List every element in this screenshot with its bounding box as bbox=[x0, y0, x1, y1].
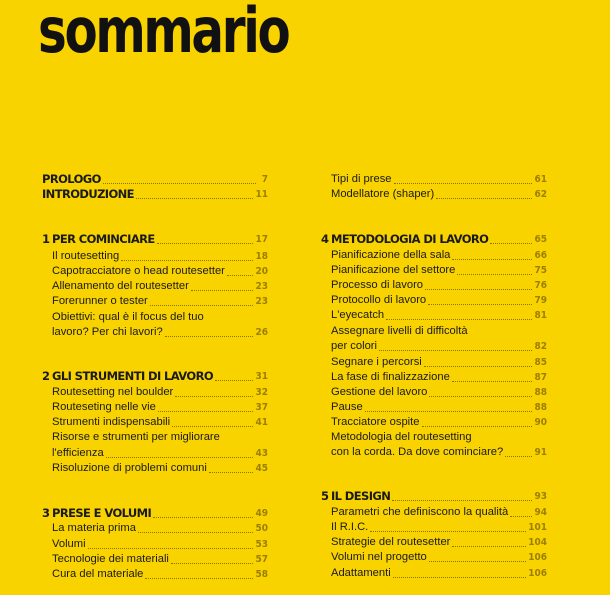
dot-leader bbox=[106, 457, 254, 458]
dot-leader bbox=[436, 198, 532, 199]
page-number: 37 bbox=[255, 402, 268, 413]
page-number: 79 bbox=[534, 295, 547, 306]
dot-leader bbox=[429, 561, 526, 562]
dot-leader bbox=[157, 243, 254, 244]
entry-text: Protocollo di lavoro bbox=[331, 294, 427, 306]
entry-title bbox=[42, 537, 86, 552]
page-number: 18 bbox=[255, 251, 268, 262]
page-number: 88 bbox=[534, 387, 547, 398]
entry-text: METODOLOGIA DI LAVORO bbox=[331, 232, 489, 246]
entry-title bbox=[321, 400, 363, 415]
entry-text: Gestione del lavoro bbox=[331, 386, 428, 398]
page-number: 81 bbox=[534, 310, 547, 321]
toc-entry-row bbox=[42, 385, 268, 400]
entry-text: Capotracciatore o head routesetter bbox=[52, 265, 225, 277]
toc-chapter-row bbox=[42, 187, 268, 202]
dot-leader bbox=[379, 350, 532, 351]
page-number: 61 bbox=[534, 174, 547, 185]
entry-title bbox=[321, 187, 434, 202]
page-number: 32 bbox=[255, 387, 268, 398]
dot-leader bbox=[452, 381, 533, 382]
toc-entry-row bbox=[42, 400, 268, 415]
toc-entry-row bbox=[321, 248, 547, 263]
toc-entry-row bbox=[42, 567, 268, 582]
page-number: 45 bbox=[255, 463, 268, 474]
entry-title bbox=[42, 430, 220, 445]
toc-entry-row bbox=[42, 325, 268, 340]
toc-entry-row bbox=[321, 520, 547, 535]
entry-text: Processo di lavoro bbox=[331, 279, 424, 291]
dot-leader bbox=[88, 548, 254, 549]
entry-title bbox=[321, 324, 468, 339]
entry-text: Parametri che definiscono la qualità bbox=[331, 506, 509, 518]
entry-title bbox=[42, 567, 143, 582]
dot-leader bbox=[510, 516, 532, 517]
entry-text: Pianificazione della sala bbox=[331, 249, 451, 261]
dot-leader bbox=[138, 532, 254, 533]
chapter-title bbox=[42, 232, 155, 247]
dot-leader bbox=[425, 289, 532, 290]
entry-title bbox=[321, 415, 420, 430]
page-number: 53 bbox=[255, 539, 268, 550]
page-number: 90 bbox=[534, 417, 547, 428]
chapter-number: 3 bbox=[42, 506, 50, 520]
toc-entry-row bbox=[321, 339, 547, 354]
entry-text: Modellatore (shaper) bbox=[331, 188, 435, 200]
dot-leader bbox=[191, 290, 254, 291]
entry-text: Assegnare livelli di difficoltà bbox=[331, 325, 468, 337]
entry-text: PROLOGO bbox=[42, 172, 101, 186]
toc-entry-row bbox=[321, 430, 547, 445]
entry-title bbox=[42, 294, 148, 309]
page-number: 87 bbox=[534, 372, 547, 383]
page-number: 93 bbox=[534, 491, 547, 502]
entry-text: Routesetting nel boulder bbox=[52, 386, 174, 398]
page-number: 49 bbox=[255, 508, 268, 519]
toc-entry-row bbox=[321, 187, 547, 202]
dot-leader bbox=[136, 198, 254, 199]
chapter-title bbox=[42, 369, 213, 384]
page-number: 23 bbox=[255, 281, 268, 292]
entry-text: Volumi bbox=[52, 538, 86, 550]
toc-entry-row bbox=[321, 308, 547, 323]
entry-title bbox=[42, 264, 225, 279]
chapter-title bbox=[42, 187, 134, 202]
page-number: 11 bbox=[255, 189, 268, 200]
dot-leader bbox=[165, 336, 254, 337]
entry-title bbox=[42, 400, 156, 415]
toc-entry-row bbox=[321, 293, 547, 308]
dot-leader bbox=[505, 456, 532, 457]
entry-text: Metodologia del routesetting bbox=[331, 431, 472, 443]
entry-text: Allenamento del routesetter bbox=[52, 280, 189, 292]
toc-entry-row bbox=[42, 521, 268, 536]
dot-leader bbox=[171, 563, 254, 564]
page-number: 101 bbox=[528, 522, 547, 533]
dot-leader bbox=[452, 546, 526, 547]
page-number: 23 bbox=[255, 296, 268, 307]
page-number: 88 bbox=[534, 402, 547, 413]
entry-text: Cura del materiale bbox=[52, 568, 144, 580]
entry-text: Il routesetting bbox=[52, 250, 120, 262]
entry-text: GLI STRUMENTI DI LAVORO bbox=[52, 369, 214, 383]
toc-chapter-row bbox=[42, 232, 268, 247]
dot-leader bbox=[145, 578, 253, 579]
toc-entry-row bbox=[321, 355, 547, 370]
chapter-title bbox=[42, 172, 101, 187]
entry-title bbox=[321, 535, 450, 550]
entry-title bbox=[42, 325, 163, 340]
toc-entry-row bbox=[321, 566, 547, 581]
toc-entry-row bbox=[321, 400, 547, 415]
entry-title bbox=[321, 550, 427, 565]
entry-text: Routeseting nelle vie bbox=[52, 401, 156, 413]
entry-title bbox=[321, 355, 422, 370]
chapter-title bbox=[321, 489, 390, 504]
dot-leader bbox=[424, 366, 533, 367]
page-number: 20 bbox=[255, 266, 268, 277]
dot-leader bbox=[490, 243, 532, 244]
page-number: 94 bbox=[534, 507, 547, 518]
entry-text: PER COMINCIARE bbox=[52, 232, 155, 246]
toc-entry-row bbox=[321, 445, 547, 460]
page-number: 106 bbox=[528, 552, 547, 563]
chapter-number: 4 bbox=[321, 232, 329, 246]
toc-entry-row bbox=[321, 278, 547, 293]
chapter-number: 5 bbox=[321, 489, 329, 503]
entry-title bbox=[321, 566, 391, 581]
entry-title bbox=[42, 521, 136, 536]
entry-title bbox=[321, 370, 450, 385]
entry-text: Segnare i percorsi bbox=[331, 356, 422, 368]
entry-text: per colori bbox=[331, 340, 378, 352]
dot-leader bbox=[428, 304, 532, 305]
page-number: 82 bbox=[534, 341, 547, 352]
entry-title bbox=[42, 552, 169, 567]
page-number: 17 bbox=[255, 234, 268, 245]
dot-leader bbox=[172, 426, 253, 427]
entry-text: INTRODUZIONE bbox=[42, 187, 134, 201]
dot-leader bbox=[103, 183, 256, 184]
page-number: 7 bbox=[261, 174, 268, 185]
page-number: 57 bbox=[255, 554, 268, 565]
page-number: 91 bbox=[534, 447, 547, 458]
entry-text: Risorse e strumenti per migliorare bbox=[52, 431, 220, 443]
dot-leader bbox=[422, 426, 533, 427]
toc-entry-row bbox=[42, 279, 268, 294]
toc-entry-row bbox=[321, 385, 547, 400]
toc-entry-row bbox=[321, 263, 547, 278]
entry-title bbox=[42, 461, 207, 476]
entry-text: Strumenti indispensabili bbox=[52, 416, 171, 428]
entry-text: L'eyecatch bbox=[331, 309, 385, 321]
entry-text: Volumi nel progetto bbox=[331, 551, 427, 563]
dot-leader bbox=[175, 396, 253, 397]
dot-leader bbox=[394, 183, 533, 184]
page-number: 58 bbox=[255, 569, 268, 580]
toc-entry-row bbox=[321, 324, 547, 339]
toc-entry-row bbox=[42, 461, 268, 476]
toc-chapter-row bbox=[321, 232, 547, 247]
toc-entry-row bbox=[42, 552, 268, 567]
entry-title bbox=[321, 520, 368, 535]
chapter-title bbox=[42, 506, 151, 521]
entry-text: Risoluzione di problemi comuni bbox=[52, 462, 207, 474]
page-number: 43 bbox=[255, 448, 268, 459]
page-number: 62 bbox=[534, 189, 547, 200]
page-title: sommario bbox=[38, 0, 289, 67]
chapter-title bbox=[321, 232, 488, 247]
page-number: 75 bbox=[534, 265, 547, 276]
toc-entry-row bbox=[42, 294, 268, 309]
dot-leader bbox=[386, 319, 532, 320]
entry-text: La materia prima bbox=[52, 522, 136, 534]
toc-chapter-row bbox=[42, 369, 268, 384]
entry-text: Obiettivi: qual è il focus del tuo bbox=[52, 311, 204, 323]
entry-text: Tracciatore ospite bbox=[331, 416, 420, 428]
page-number: 41 bbox=[255, 417, 268, 428]
toc-entry-row bbox=[321, 370, 547, 385]
dot-leader bbox=[121, 260, 253, 261]
toc-chapter-row bbox=[42, 172, 268, 187]
toc-entry-row bbox=[42, 310, 268, 325]
entry-text: l'efficienza bbox=[52, 447, 104, 459]
entry-title bbox=[321, 308, 384, 323]
entry-text: Adattamenti bbox=[331, 567, 391, 579]
page-number: 66 bbox=[534, 250, 547, 261]
entry-text: lavoro? Per chi lavori? bbox=[52, 326, 163, 338]
toc-entry-row bbox=[321, 172, 547, 187]
toc-entry-row bbox=[321, 415, 547, 430]
entry-title bbox=[42, 415, 170, 430]
dot-leader bbox=[452, 259, 532, 260]
entry-title bbox=[321, 445, 503, 460]
toc-entry-row bbox=[42, 264, 268, 279]
entry-title bbox=[42, 279, 189, 294]
dot-leader bbox=[370, 531, 526, 532]
entry-text: PRESE E VOLUMI bbox=[52, 506, 152, 520]
toc-entry-row bbox=[42, 430, 268, 445]
toc-entry-row bbox=[321, 550, 547, 565]
entry-title bbox=[42, 310, 204, 325]
entry-text: Forerunner o tester bbox=[52, 295, 148, 307]
page-number: 26 bbox=[255, 327, 268, 338]
toc-entry-row bbox=[42, 415, 268, 430]
entry-title bbox=[321, 505, 508, 520]
entry-text: Il R.I.C. bbox=[331, 521, 369, 533]
entry-title bbox=[321, 339, 377, 354]
toc-chapter-row bbox=[321, 489, 547, 504]
entry-text: Pause bbox=[331, 401, 363, 413]
entry-text: La fase di finalizzazione bbox=[331, 371, 450, 383]
dot-leader bbox=[153, 517, 253, 518]
entry-title bbox=[321, 172, 392, 187]
entry-title bbox=[321, 278, 423, 293]
dot-leader bbox=[158, 411, 254, 412]
dot-leader bbox=[365, 411, 533, 412]
entry-text: Pianificazione del settore bbox=[331, 264, 456, 276]
chapter-number: 2 bbox=[42, 369, 50, 383]
dot-leader bbox=[227, 275, 254, 276]
page-number: 106 bbox=[528, 568, 547, 579]
dot-leader bbox=[209, 472, 254, 473]
entry-title bbox=[42, 249, 119, 264]
page-number: 31 bbox=[255, 371, 268, 382]
entry-title bbox=[42, 385, 173, 400]
page-number: 85 bbox=[534, 357, 547, 368]
toc-chapter-row bbox=[42, 506, 268, 521]
dot-leader bbox=[393, 577, 527, 578]
toc-entry-row bbox=[321, 505, 547, 520]
chapter-number: 1 bbox=[42, 232, 50, 246]
toc-entry-row bbox=[321, 535, 547, 550]
dot-leader bbox=[150, 305, 254, 306]
toc-entry-row bbox=[42, 537, 268, 552]
toc-entry-row bbox=[42, 249, 268, 264]
page-number: 104 bbox=[528, 537, 547, 548]
dot-leader bbox=[392, 500, 532, 501]
page-number: 65 bbox=[534, 234, 547, 245]
entry-title bbox=[321, 263, 455, 278]
page-number: 76 bbox=[534, 280, 547, 291]
entry-title bbox=[321, 293, 426, 308]
page-number: 50 bbox=[255, 523, 268, 534]
entry-title bbox=[42, 446, 104, 461]
entry-text: Strategie del routesetter bbox=[331, 536, 451, 548]
entry-text: IL DESIGN bbox=[331, 489, 391, 503]
entry-title bbox=[321, 430, 472, 445]
dot-leader bbox=[457, 274, 532, 275]
dot-leader bbox=[429, 396, 532, 397]
entry-title bbox=[321, 385, 427, 400]
dot-leader bbox=[215, 380, 253, 381]
entry-title bbox=[321, 248, 450, 263]
entry-text: con la corda. Da dove cominciare? bbox=[331, 446, 504, 458]
entry-text: Tipi di prese bbox=[331, 173, 392, 185]
entry-text: Tecnologie dei materiali bbox=[52, 553, 169, 565]
toc-entry-row bbox=[42, 446, 268, 461]
